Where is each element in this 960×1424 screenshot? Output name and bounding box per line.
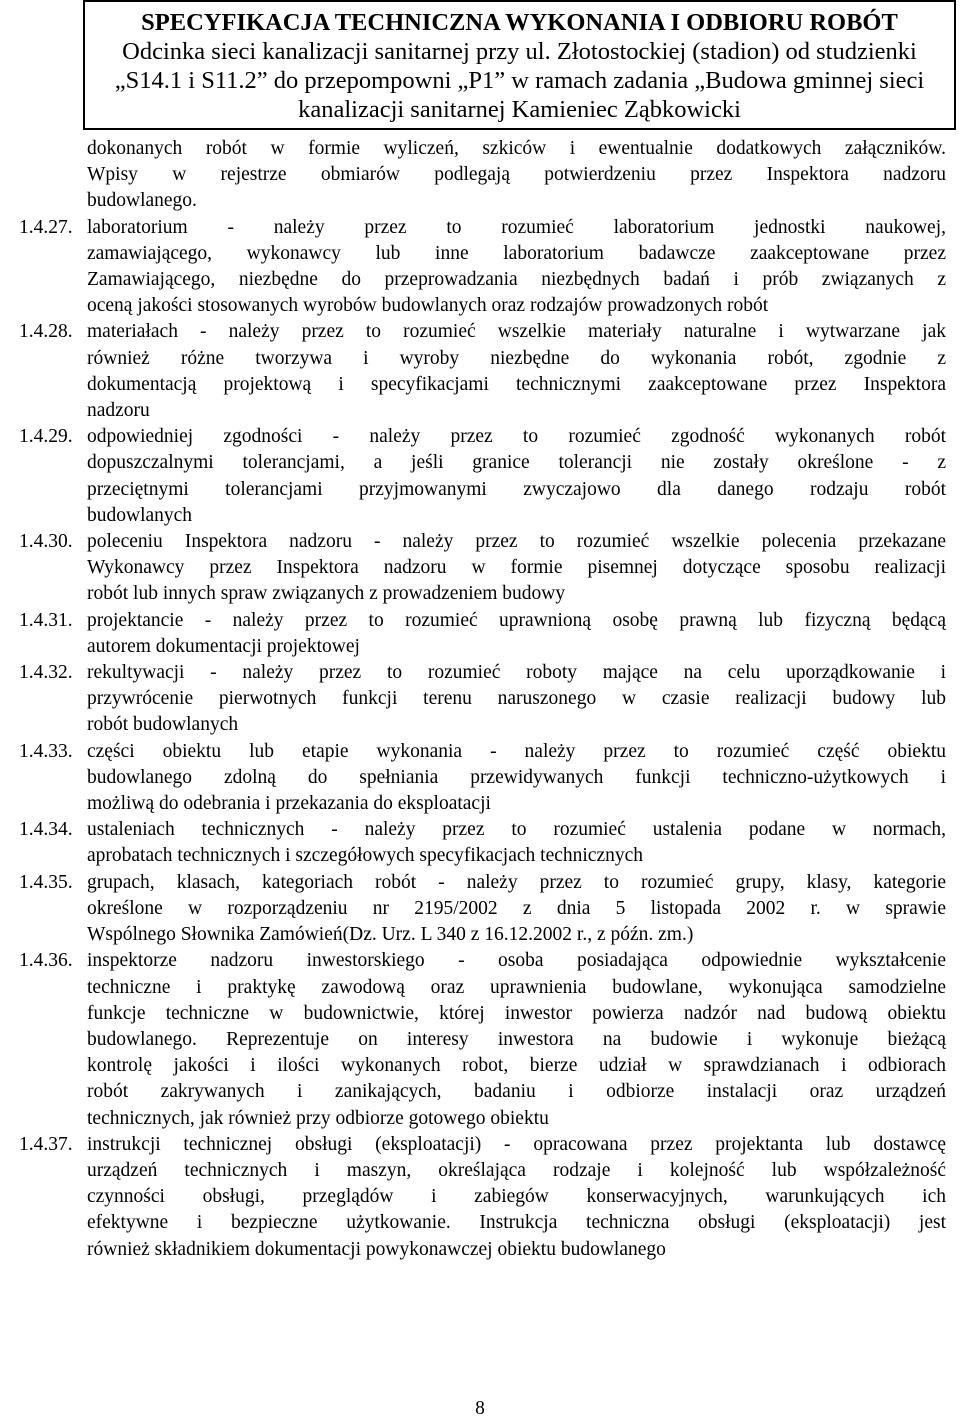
page-number: 8	[475, 1398, 485, 1419]
definition-text	[87, 948, 946, 1131]
definition-line: budowlanego zdolną do spełniania przewidywanych funkcji techniczno-użytkowych i	[87, 766, 946, 788]
definition-line: techniczne i praktykę zawodową oraz uprawnienia budowlane, wykonująca samodzielne	[87, 976, 946, 998]
definition-line: budowlanego. Reprezentuje on interesy inwestora na budowie i wykonuje bieżącą	[87, 1028, 946, 1050]
definition-number: 1.4.37.	[19, 1133, 73, 1155]
definition-line: nadzoru	[87, 400, 150, 422]
definition-number: 1.4.27.	[19, 216, 73, 238]
definition-line: przeciętnymi tolerancjami przyjmowanymi zwyczajowo dla danego rodzaju robót	[87, 478, 946, 500]
definition-text	[87, 529, 946, 608]
definition-item	[0, 870, 960, 949]
definition-line: określone w rozporządzeniu nr 2195/2002 z dnia 5 listopada 2002 r. w sprawie	[87, 897, 946, 919]
definition-line: grupach, klasach, kategoriach robót - należy przez to rozumieć grupy, klasy, kategorie	[87, 871, 946, 893]
definition-text	[87, 424, 946, 529]
definition-line: ustaleniach technicznych - należy przez to rozumieć ustalenia podane w normach,	[87, 819, 946, 841]
definition-number: 1.4.33.	[19, 740, 73, 762]
definition-line: aprobatach technicznych i szczegółowych specyfikacjach technicznych	[87, 845, 644, 867]
definition-text	[87, 319, 946, 424]
definition-line: dopuszczalnymi tolerancjami, a jeśli granice tolerancji nie zostały określone - z	[87, 452, 946, 474]
definition-line: materiałach - należy przez to rozumieć wszelkie materiały naturalne i wytwarzane jak	[87, 321, 946, 343]
definition-item	[0, 319, 960, 424]
definition-line: robót lub innych spraw związanych z prowadzeniem budowy	[87, 583, 566, 605]
document-header	[83, 0, 956, 130]
definition-line: części obiektu lub etapie wykonania - należy przez to rozumieć część obiektu	[87, 740, 946, 762]
definition-item	[0, 608, 960, 660]
definition-text	[87, 870, 946, 949]
definition-item	[0, 215, 960, 320]
header-title: SPECYFIKACJA TECHNICZNA WYKONANIA I ODBIORU ROBÓT	[141, 9, 898, 36]
definition-item	[0, 1132, 960, 1263]
definition-line: projektancie - należy przez to rozumieć uprawnioną osobę prawną lub fizyczną będącą	[87, 609, 946, 631]
definition-line: autorem dokumentacji projektowej	[87, 635, 360, 657]
definitions-list	[0, 215, 960, 1263]
definition-number: 1.4.32.	[19, 662, 73, 684]
definition-number: 1.4.30.	[19, 531, 73, 553]
definition-item	[0, 739, 960, 818]
definition-line: robót zakrywanych i zanikających, badaniu i odbiorze instalacji oraz urządzeń	[87, 1081, 946, 1103]
definition-line: Wykonawcy przez Inspektora nadzoru w formie pisemnej dotyczące sposobu realizacji	[87, 557, 946, 579]
definition-line: funkcje techniczne w budownictwie, której inwestor powierza nadzór nad budową obiektu	[87, 1002, 946, 1024]
definition-number: 1.4.34.	[19, 819, 73, 841]
definition-text	[87, 608, 946, 660]
definition-text	[87, 215, 946, 320]
definition-number: 1.4.29.	[19, 426, 73, 448]
definition-line: możliwą do odebrania i przekazania do eksploatacji	[87, 793, 491, 815]
definition-line: odpowiedniej zgodności - należy przez to rozumieć zgodność wykonanych robót	[87, 426, 946, 448]
definition-line: budowlanych	[87, 504, 193, 526]
continuation-line: budowlanego.	[87, 190, 197, 212]
definition-item	[0, 529, 960, 608]
definition-line: oceną jakości stosowanych wyrobów budowlanych oraz rodzajów prowadzonych robót	[87, 295, 769, 317]
definition-line: efektywne i bezpieczne użytkowanie. Instrukcja techniczna obsługi (eksploatacji) jest	[87, 1212, 946, 1234]
header-subtitle-line: kanalizacji sanitarnej Kamieniec Ząbkowicki	[298, 96, 741, 123]
definition-line: instrukcji technicznej obsługi (eksploatacji) - opracowana przez projektanta lub dostawcę	[87, 1133, 946, 1155]
definition-text	[87, 817, 946, 869]
definition-text	[87, 660, 946, 739]
definition-line: zamawiającego, wykonawcy lub inne laboratorium badawcze zaakceptowane przez	[87, 242, 946, 264]
definition-line: robót budowlanych	[87, 714, 239, 736]
definition-line: technicznych, jak również przy odbiorze gotowego obiektu	[87, 1107, 549, 1129]
definition-line: urządzeń technicznych i maszyn, określająca rodzaje i kolejność lub współzależność	[87, 1159, 946, 1181]
definition-text	[87, 739, 946, 818]
definition-line: Zamawiającego, niezbędne do przeprowadzania niezbędnych badań i prób związanych z	[87, 269, 946, 291]
continuation-line: Wpisy w rejestrze obmiarów podlegają potwierdzeniu przez Inspektora nadzoru	[87, 164, 946, 186]
definition-item	[0, 948, 960, 1131]
definition-item	[0, 424, 960, 529]
definition-number: 1.4.28.	[19, 321, 73, 343]
definition-item	[0, 660, 960, 739]
definition-line: kontrolę jakości i ilości wykonanych robot, bierze udział w sprawdzianach i odbiorach	[87, 1055, 946, 1077]
definition-line: Wspólnego Słownika Zamówień(Dz. Urz. L 340 z 16.12.2002 r., z późn. zm.)	[87, 924, 694, 946]
definition-line: również różne tworzywa i wyroby niezbędne do wykonania robót, zgodnie z	[87, 347, 946, 369]
definition-line: poleceniu Inspektora nadzoru - należy przez to rozumieć wszelkie polecenia przekazane	[87, 531, 946, 553]
definition-line: dokumentacją projektową i specyfikacjami technicznymi zaakceptowane przez Inspektora	[87, 373, 946, 395]
header-subtitle-line: Odcinka sieci kanalizacji sanitarnej przy ul. Złotostockiej (stadion) od studzienki	[122, 38, 917, 65]
definition-number: 1.4.35.	[19, 871, 73, 893]
document-body	[0, 136, 960, 1263]
definition-line: rekultywacji - należy przez to rozumieć roboty mające na celu uporządkowanie i	[87, 662, 946, 684]
definition-item	[0, 817, 960, 869]
definition-line: również składnikiem dokumentacji powykonawczej obiektu budowlanego	[87, 1238, 666, 1260]
definition-line: inspektorze nadzoru inwestorskiego - osoba posiadająca odpowiednie wykształcenie	[87, 950, 946, 972]
definition-number: 1.4.36.	[19, 950, 73, 972]
definition-line: przywrócenie pierwotnych funkcji terenu naruszonego w czasie realizacji budowy lub	[87, 688, 946, 710]
definition-number: 1.4.31.	[19, 609, 73, 631]
continuation-line: dokonanych robót w formie wyliczeń, szkiców i ewentualnie dodatkowych załączników.	[87, 138, 946, 159]
definition-line: laboratorium - należy przez to rozumieć laboratorium jednostki naukowej,	[87, 216, 946, 238]
definition-line: czynności obsługi, przeglądów i zabiegów konserwacyjnych, warunkujących ich	[87, 1186, 946, 1208]
header-subtitle-line: „S14.1 i S11.2” do przepompowni „P1” w ramach zadania „Budowa gminnej sieci	[114, 67, 925, 94]
definition-text	[87, 1132, 946, 1263]
